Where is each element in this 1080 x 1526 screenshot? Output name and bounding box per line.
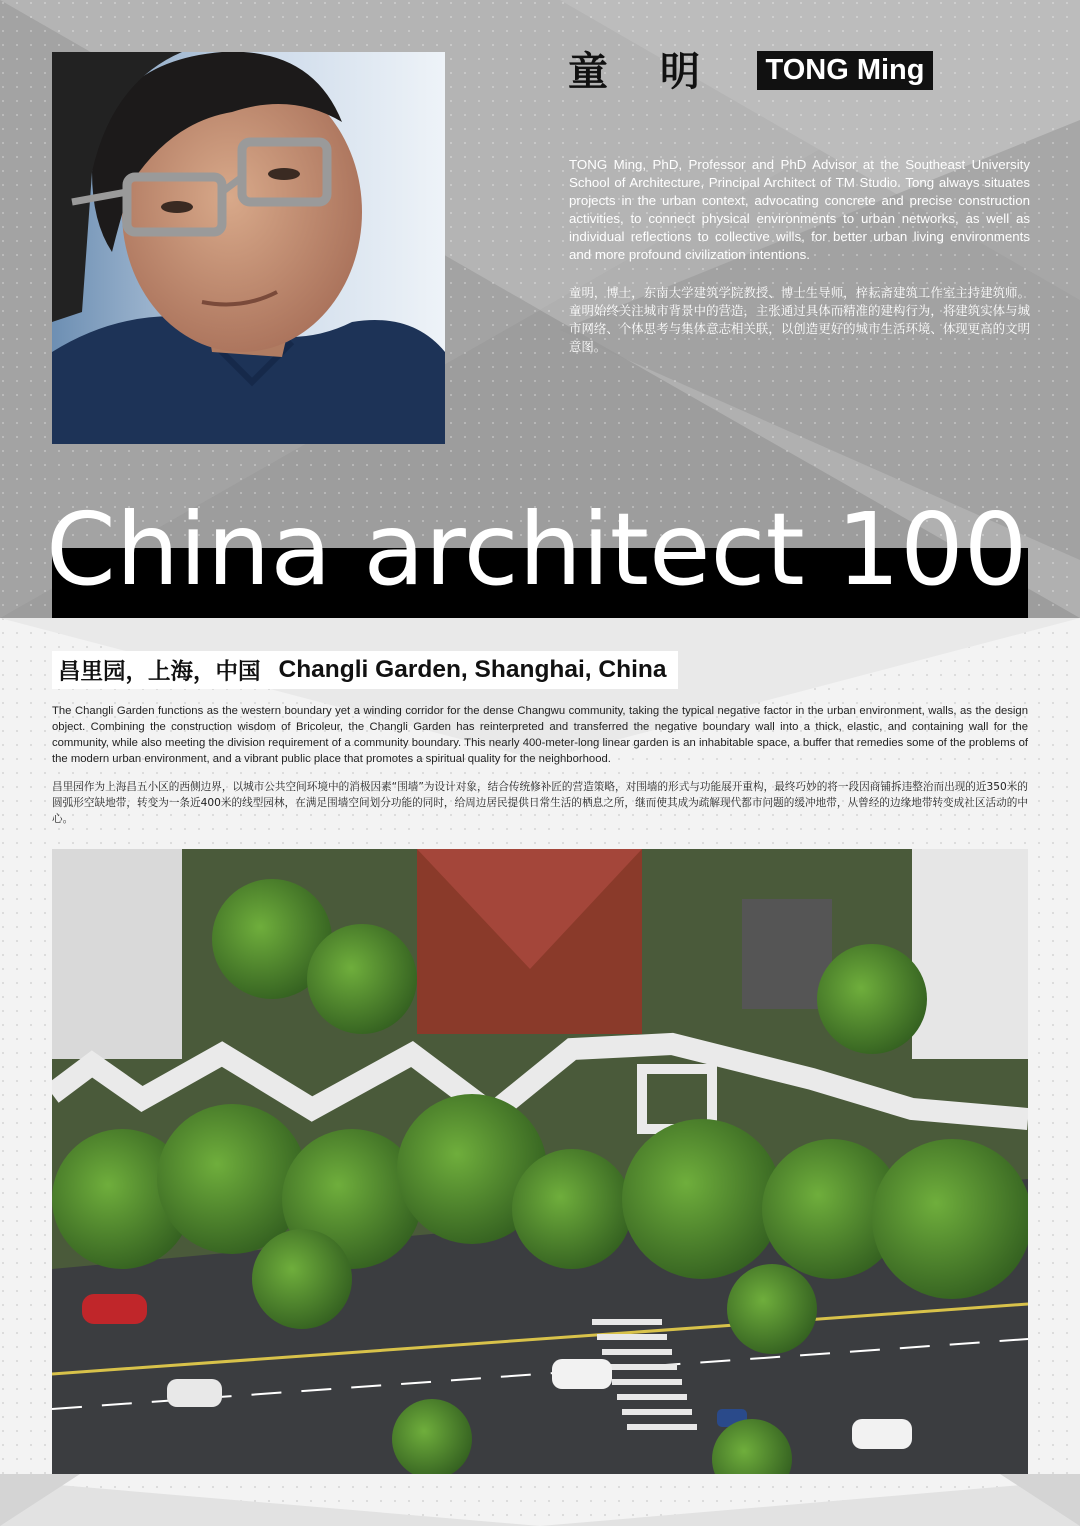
architect-portrait (52, 52, 445, 444)
name-english-badge: TONG Ming (757, 51, 933, 90)
project-title (52, 651, 678, 689)
project-title-en: Changli Garden, Shanghai, China (278, 656, 667, 683)
bio-chinese: 童明，博士，东南大学建筑学院教授、博士生导师，梓耘斋建筑工作室主持建筑师。童明始终关注城市背景中的营造，主张通过具体而精准的建构行为，将建筑实体与城市网络、个体思考与集体意志相关联，以创造更好的城市生活环境、体现更高的文明意图。 (569, 285, 1030, 354)
name-chinese: 童明 (568, 49, 752, 95)
headline-title: China architect 100 (46, 491, 1028, 608)
bio-english: TONG Ming, PhD, Professor and PhD Advisor at the Southeast University School of Architecture, Principal Architect of TM Studio. Tong always situates projects in the urban context, advocating concrete and precise construction activities, to connect physical environments to urban networks, as well as individual reflections to collective wills, for better urban living environments and more profound civilization intentions. (569, 157, 1030, 262)
project-description-chinese: 昌里园作为上海昌五小区的西侧边界，以城市公共空间环境中的消极因素“围墙”为设计对象，结合传统修补匠的营造策略，对围墙的形式与功能展开重构，最终巧妙的将一段因商铺拆违整治而出现的近350米的圆弧形空缺地带，转变为一条近400米的线型园林，在满足围墙空间划分功能的同时，给周边居民提供日常生活的栖息之所，继而使其成为疏解现代都市问题的缓冲地带，从曾经的边缘地带转变成社区活动的中心。 (52, 781, 1028, 825)
project-title-cn: 昌里园，上海，中国 (58, 659, 261, 685)
aerial-photo (52, 849, 1028, 1474)
project-description-english: The Changli Garden functions as the western boundary yet a winding corridor for the dense Changwu community, taking the typical negative factor in the urban environment, walls, as the design object. Combining the construction wisdom of Bricoleur, the Changli Garden has reinterpreted and transferred the negative boundary wall into a thick, elastic, and containing wall for the community, while also meeting the division requirement of a community boundary. This nearly 400-meter-long linear garden is an inhabitable space, a buffer that remedies some of the problems of the modern urban environment, and a vibrant public place that promotes a spiritual quality for the neighborhood. (52, 705, 1028, 765)
